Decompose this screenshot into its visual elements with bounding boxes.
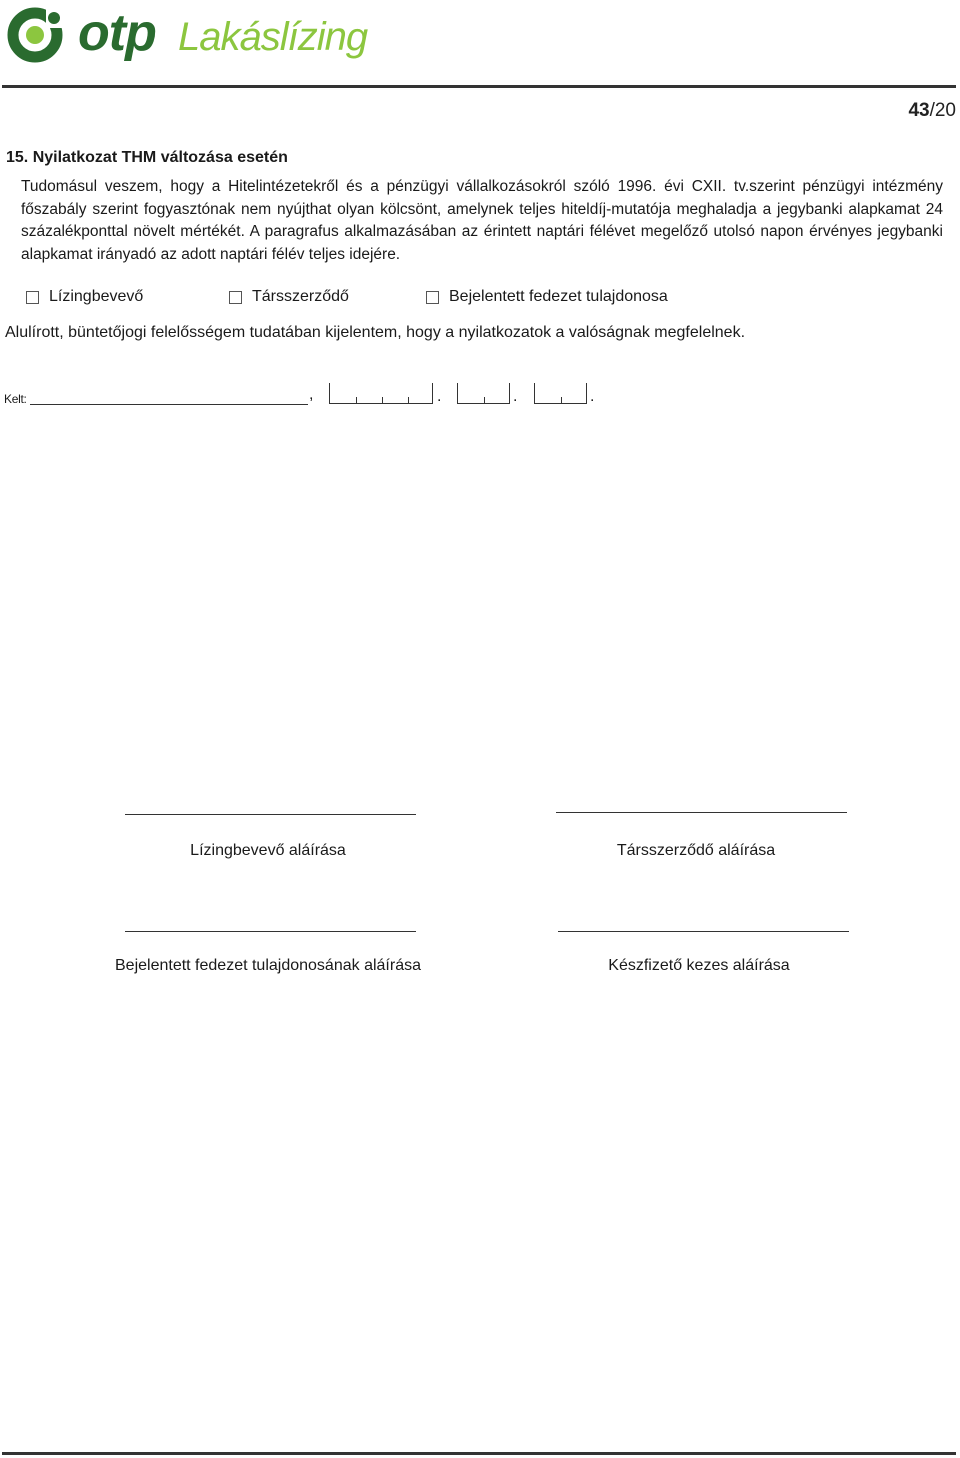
place-field[interactable]: [30, 404, 308, 405]
signature-line-fedezet-tulajdonos[interactable]: [125, 931, 416, 932]
header-divider: [2, 85, 956, 88]
role-label: Bejelentett fedezet tulajdonosa: [449, 288, 668, 305]
page-total: 20: [934, 100, 956, 121]
date-comma: ,: [309, 386, 314, 403]
section-title: 15. Nyilatkozat THM változása esetén: [6, 149, 288, 166]
declaration-text: Alulírott, büntetőjogi felelősségem tudatában kijelentem, hogy a nyilatkozatok a valóságnak megfelelnek.: [5, 324, 746, 341]
page-current: 43: [908, 100, 930, 121]
role-option-tarsszerzodo[interactable]: [229, 287, 349, 307]
role-label: Társszerződő: [252, 288, 349, 305]
date-label: Kelt:: [4, 392, 27, 406]
month-field[interactable]: [457, 383, 510, 404]
date-dot: .: [590, 388, 595, 405]
checkbox[interactable]: [229, 291, 242, 304]
footer-divider: [2, 1452, 956, 1455]
section-body: Tudomásul veszem, hogy a Hitelintézetekről és a pénzügyi vállalkozásokról szóló 1996. évi CXII. tv.szerint pénzügyi intézmény főszabály szerint fogyasztónak nem nyújthat olyan kölcsönt, amelynek teljes hiteldíj-mutatója meghaladja a jegybanki alapkamat 24 százalékponttal növelt mértékét. A paragrafus alkalmazásában az érintett naptári félévet megelőző utolsó napon érvényes jegybanki alapkamat irányadó az adott naptári félév teljes idejére.: [21, 178, 943, 263]
brand-name: otp: [78, 4, 156, 62]
date-dot: .: [513, 388, 518, 405]
otp-logo-icon: [6, 4, 66, 64]
signature-label-lizingbevevo: Lízingbevevő aláírása: [190, 842, 346, 859]
page-separator: /: [929, 100, 935, 121]
signature-line-lizingbevevo[interactable]: [125, 814, 416, 815]
day-field[interactable]: [534, 383, 587, 404]
checkbox[interactable]: [426, 291, 439, 304]
role-option-fedezet-tulajdonos[interactable]: [426, 287, 668, 307]
role-label: Lízingbevevő: [49, 288, 144, 305]
signature-label-fedezet-tulajdonos: Bejelentett fedezet tulajdonosának aláírása: [115, 957, 421, 974]
signature-line-tarsszerzodo[interactable]: [556, 812, 847, 813]
signature-label-tarsszerzodo: Társszerződő aláírása: [616, 842, 776, 859]
signature-line-kezes[interactable]: [558, 931, 849, 932]
year-field[interactable]: [329, 383, 433, 404]
date-dot: .: [437, 388, 442, 405]
page-number: [908, 100, 956, 122]
brand-product: Lakáslízing: [178, 15, 368, 59]
role-option-lizingbevevo[interactable]: [26, 287, 143, 307]
signature-label-kezes: Készfizető kezes aláírása: [608, 957, 790, 974]
checkbox[interactable]: [26, 291, 39, 304]
